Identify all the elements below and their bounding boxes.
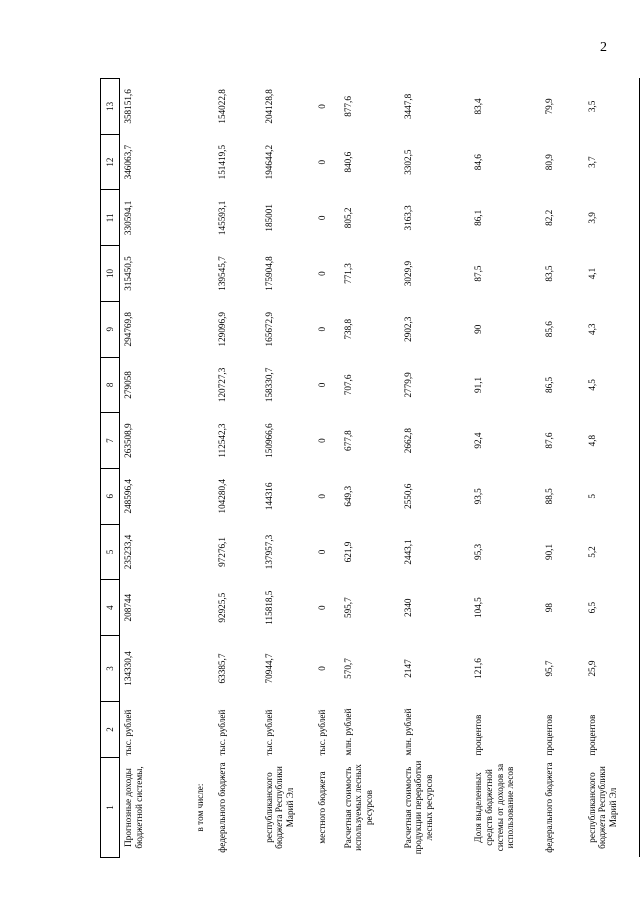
value-cell: 840,6: [342, 151, 353, 173]
value-cell: 129096,9: [216, 312, 227, 347]
value-cell: 2902,3: [402, 316, 413, 342]
value-cell: 248596,4: [123, 479, 133, 514]
value-cell: 0: [317, 438, 328, 443]
value-cell: 2443,1: [402, 539, 413, 565]
unit-cell: млн. рублей: [402, 708, 413, 756]
value-cell: 707,6: [342, 374, 353, 396]
value-cell: 82,2: [544, 209, 554, 226]
value-cell: 358151,6: [123, 89, 133, 124]
table-row: [340, 79, 400, 858]
value-cell: 63385,7: [216, 653, 227, 684]
value-cell: 139545,7: [216, 256, 227, 291]
indicator-name: в том числе:: [195, 783, 206, 832]
value-cell: 294769,8: [123, 312, 133, 347]
value-cell: 104,5: [473, 597, 484, 618]
value-cell: [192, 468, 213, 524]
value-cell: 104280,4: [216, 479, 227, 514]
value-cell: 120727,3: [216, 367, 227, 403]
table-row: [400, 79, 471, 858]
value-cell: [192, 357, 213, 413]
column-number-header: 2: [101, 702, 120, 758]
value-cell: 87,5: [473, 265, 484, 282]
table-row: [120, 79, 193, 858]
value-cell: 649,3: [342, 485, 353, 507]
value-cell: 330594,1: [123, 200, 133, 236]
indicator-name: федерального бюджета: [544, 762, 554, 853]
value-cell: 90: [473, 324, 484, 334]
column-number-header: 13: [101, 79, 120, 135]
rotated-table-container: [100, 78, 640, 858]
value-cell: 4,1: [584, 246, 640, 302]
value-cell: 97276,1: [216, 537, 227, 567]
value-cell: 204128,8: [263, 89, 274, 124]
value-cell: 263508,9: [123, 423, 133, 458]
unit-cell: тыс. рублей: [317, 709, 328, 756]
value-cell: 279058: [123, 371, 133, 399]
unit-cell: млн. рублей: [342, 708, 353, 756]
value-cell: 5: [584, 468, 640, 524]
value-cell: 86,1: [473, 209, 484, 226]
value-cell: 3,5: [584, 79, 640, 135]
value-cell: 235233,4: [123, 534, 133, 570]
value-cell: 3029,9: [402, 260, 413, 287]
indicator-name: Расчетная стоимость используемых лесных ресурсов: [342, 764, 375, 851]
value-cell: [192, 413, 213, 469]
indicator-name: Прогнозные доходы бюджетной системы,: [123, 766, 144, 849]
table-row: [314, 79, 340, 858]
value-cell: 158330,7: [263, 367, 274, 403]
value-cell: 0: [317, 159, 328, 165]
page-number: 2: [600, 40, 607, 55]
value-cell: 150966,6: [263, 423, 274, 458]
value-cell: 194644,2: [263, 144, 274, 180]
value-cell: 315450,5: [123, 256, 133, 291]
value-cell: 95,7: [544, 660, 554, 677]
value-cell: 93,5: [473, 488, 484, 505]
value-cell: 771,3: [342, 263, 353, 284]
value-cell: 144316: [263, 482, 274, 511]
value-cell: [192, 580, 213, 636]
unit-cell: процентов: [584, 702, 640, 758]
value-cell: 121,6: [473, 658, 484, 679]
value-cell: 98: [544, 603, 554, 613]
value-cell: 0: [317, 493, 328, 499]
value-cell: 805,2: [342, 207, 353, 229]
table-body: [120, 79, 640, 858]
value-cell: 0: [317, 326, 328, 332]
value-cell: 84,6: [473, 154, 484, 171]
value-cell: 151419,5: [216, 144, 227, 180]
indicator-name: местного бюджета: [317, 771, 328, 844]
value-cell: 346063,7: [123, 144, 133, 180]
value-cell: 6,5: [584, 580, 640, 636]
value-cell: 91,1: [473, 376, 484, 393]
value-cell: 70944,7: [263, 653, 274, 684]
indicator-name: Расчетная стоимость продукции переработки лесных ресурсов: [402, 760, 434, 855]
value-cell: [192, 301, 213, 357]
value-cell: 4,8: [584, 413, 640, 469]
value-cell: 154022,8: [216, 89, 227, 124]
table-row: [214, 79, 261, 858]
table-header-row: [101, 79, 120, 858]
column-number-header: 11: [101, 190, 120, 246]
value-cell: 2779,9: [402, 372, 413, 398]
value-cell: 112542,3: [216, 423, 227, 458]
value-cell: 0: [317, 549, 328, 555]
column-number-header: 12: [101, 134, 120, 190]
value-cell: 86,5: [544, 376, 554, 393]
value-cell: 145593,1: [216, 200, 227, 236]
value-cell: 595,7: [342, 597, 353, 618]
column-number-header: 1: [101, 758, 120, 858]
value-cell: 185001: [263, 204, 274, 232]
value-cell: 3447,8: [402, 93, 413, 120]
value-cell: 4,3: [584, 301, 640, 357]
column-number-header: 9: [101, 301, 120, 357]
value-cell: 88,5: [544, 488, 554, 505]
unit-cell: тыс. рублей: [216, 709, 227, 756]
value-cell: 137957,3: [263, 534, 274, 570]
value-cell: 621,9: [342, 541, 353, 563]
value-cell: 2662,8: [402, 427, 413, 454]
value-cell: 2550,6: [402, 483, 413, 509]
value-cell: 4,5: [584, 357, 640, 413]
value-cell: 0: [317, 215, 328, 221]
value-cell: 3,7: [584, 134, 640, 190]
unit-cell: процентов: [544, 714, 554, 756]
value-cell: 134330,4: [123, 651, 133, 686]
column-number-header: 7: [101, 413, 120, 469]
column-number-header: 3: [101, 636, 120, 702]
value-cell: 570,7: [342, 658, 353, 679]
value-cell: [192, 246, 213, 302]
value-cell: 877,6: [342, 96, 353, 117]
column-number-header: 6: [101, 468, 120, 524]
value-cell: [192, 79, 213, 135]
column-number-header: 5: [101, 524, 120, 580]
budget-forecast-table: [100, 78, 640, 858]
value-cell: [192, 134, 213, 190]
value-cell: 175904,8: [263, 256, 274, 291]
value-cell: 165672,9: [263, 312, 274, 347]
value-cell: 208744: [123, 593, 133, 622]
value-cell: 87,6: [544, 432, 554, 449]
value-cell: 0: [317, 666, 328, 671]
value-cell: 95,3: [473, 543, 484, 561]
value-cell: 0: [317, 104, 328, 109]
value-cell: 79,9: [544, 98, 554, 115]
value-cell: 85,6: [544, 321, 554, 338]
value-cell: 738,8: [342, 318, 353, 340]
value-cell: [192, 190, 213, 246]
value-cell: 92,4: [473, 432, 484, 449]
table-row: [470, 79, 541, 858]
indicator-name: федерального бюджета: [216, 762, 227, 853]
indicator-name: республиканского бюджета Республики Марий Эл: [584, 758, 640, 858]
unit-cell: процентов: [473, 714, 484, 756]
value-cell: [192, 636, 213, 702]
table-row: [541, 79, 584, 858]
value-cell: 83,4: [473, 98, 484, 115]
indicator-name: республиканского бюджета Республики Марий Эл: [263, 766, 295, 849]
value-cell: 0: [317, 605, 328, 610]
value-cell: 3163,3: [402, 205, 413, 231]
indicator-name: Доля выделенных средств бюджетной системы от доходов за использование лесов: [473, 763, 516, 852]
value-cell: 80,9: [544, 154, 554, 171]
value-cell: 2147: [402, 659, 413, 678]
value-cell: 2340: [402, 598, 413, 617]
value-cell: 3302,5: [402, 149, 413, 175]
value-cell: 0: [317, 382, 328, 388]
value-cell: 5,2: [584, 524, 640, 580]
value-cell: 3,9: [584, 190, 640, 246]
table-row: [192, 79, 213, 858]
value-cell: 90,1: [544, 543, 554, 561]
value-cell: 25,9: [584, 636, 640, 702]
value-cell: [192, 524, 213, 580]
table-row: [261, 79, 314, 858]
unit-cell: [192, 702, 213, 758]
value-cell: 83,5: [544, 265, 554, 282]
value-cell: 92925,5: [216, 592, 227, 623]
value-cell: 115818,5: [263, 590, 274, 625]
value-cell: 677,8: [342, 430, 353, 451]
unit-cell: тыс. рублей: [263, 709, 274, 756]
table-row: [584, 79, 640, 858]
column-number-header: 4: [101, 580, 120, 636]
unit-cell: тыс. рублей: [123, 709, 133, 756]
column-number-header: 8: [101, 357, 120, 413]
column-number-header: 10: [101, 246, 120, 302]
value-cell: 0: [317, 271, 328, 276]
